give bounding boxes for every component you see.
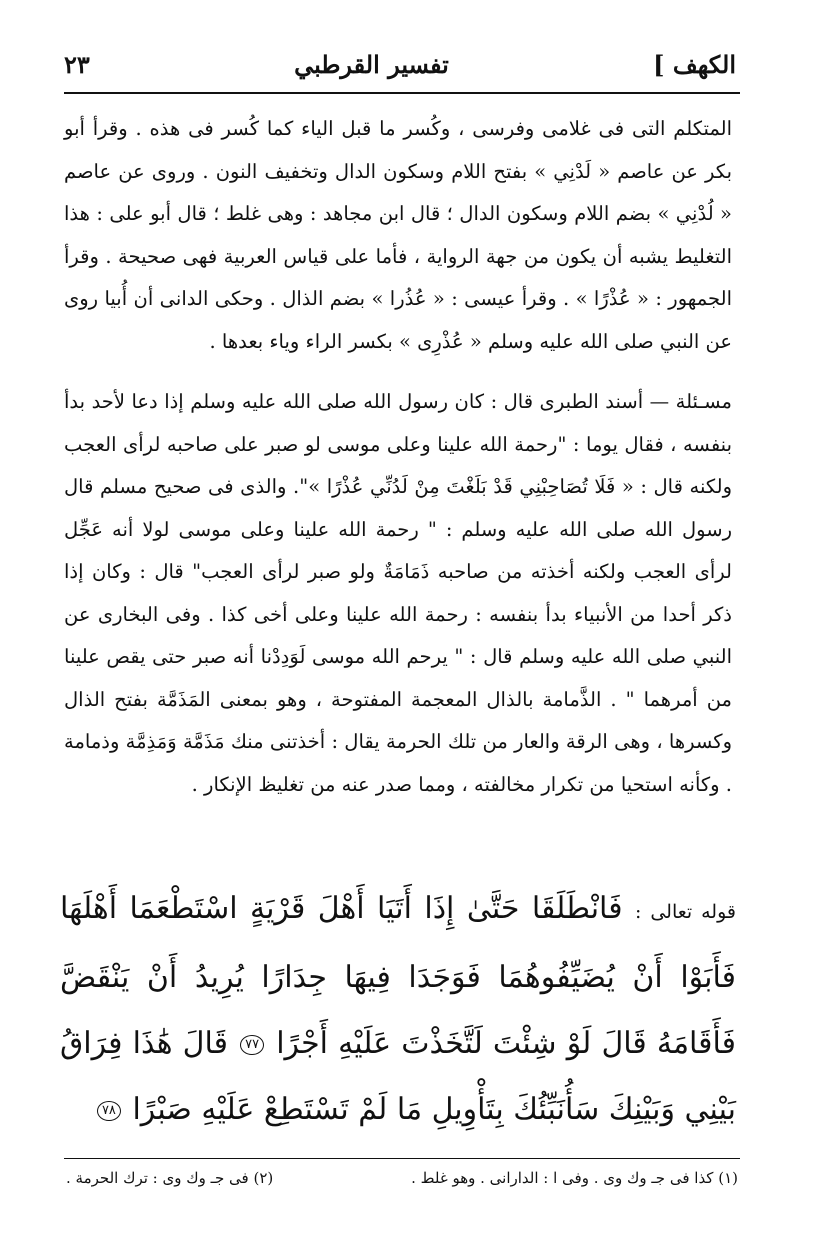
ayah-number-77: ٧٧ <box>240 1035 264 1055</box>
surah-label: الكهف ] <box>653 49 736 79</box>
footnote-rule <box>64 1158 740 1159</box>
footnote-2: (٢) فى جـ وك وى : ترك الحرمة . <box>66 1169 274 1187</box>
footnotes <box>66 1166 738 1190</box>
verse-text-78: قَالَ هَٰذَا فِرَاقُ بَيْنِي وَبَيْنِكَ سَأُنَبِّئُكَ بِتَأْوِيلِ مَا لَمْ تَسْتَطِعْ عَلَيْهِ صَبْرًا <box>60 1026 736 1127</box>
footnote-1: (١) كذا فى جـ وك وى . وفى ا : الدارانى . وهو غلط . <box>411 1169 738 1187</box>
paragraph-1: المتكلم التى فى غلامى وفرسى ، وكُسر ما قبل الياء كما كُسر فى هذه . وقرأ أبو بكر عن عاصم « لَدْنِي » بفتح اللام وسكون الدال وتخفيف النون . وروى عن عاصم « لُدْنِي » بضم اللام وسكون الدال ؛ قال ابن مجاهد : وهى غلط ؛ قال أبو على : هذا التغليط يشبه أن يكون من جهة الرواية ، فأما على قياس العربية فهى صحيحة . وقرأ الجمهور : « عُذْرًا » . وقرأ عيسى : « عُذُرا » بضم الذال . وحكى الدانى أن أُبيا روى عن النبي صلى الله عليه وسلم « عُذْرِى » بكسر الراء وياء بعدها . <box>64 117 732 353</box>
paragraph-2: مسـئلة — أسند الطبرى قال : كان رسول الله صلى الله عليه وسلم إذا دعا لأحد بدأ بنفسه ، فقال يوما : "رحمة الله علينا وعلى موسى لو صبر على صاحبه لرأى العجب ولكنه قال : « فَلَا تُصَاحِبْنِي قَدْ بَلَغْتَ مِنْ لَدُنِّي عُذْرًا »". والذى فى صحيح مسلم قال رسول الله صلى الله عليه وسلم : " رحمة الله علينا وعلى موسى لولا أنه عَجِّل لرأى العجب ولكنه أخذته من صاحبه ذَمَامَةٌ ولو صبر لرأى العجب" قال : وكان إذا ذكر أحدا من الأنبياء بدأ بنفسه : رحمة الله علينا وعلى أخى كذا . وفى البخارى عن النبي صلى الله عليه وسلم قال : " يرحم الله موسى لَوَدِدْنا أنه صبر حتى يقص علينا من أمرهما " . الذَّمامة بالذال المعجمة المفتوحة ، وهو بمعنى المَذَمَّة بفتح الذال وكسرها ، وهى الرقة والعار من تلك الحرمة يقال : أخذتنى منك مَذَمَّة وَمَذِمَّة وذمامة . وكأنه استحيا من تكرار مخالفته ، ومما صدر عنه من تغليظ الإنكار . <box>64 390 732 796</box>
verse-intro: قوله تعالى : <box>634 901 736 923</box>
header-rule <box>64 92 740 94</box>
page-number: ٢٣ <box>64 49 90 79</box>
quran-verse <box>60 876 736 1143</box>
running-header <box>64 44 736 84</box>
book-title: تفسير القرطبي <box>294 49 449 79</box>
ayah-number-78: ٧٨ <box>97 1101 121 1121</box>
commentary-text <box>64 108 732 806</box>
verse-text-77: فَانْطَلَقَا حَتَّىٰ إِذَا أَتَيَا أَهْلَ قَرْيَةٍ اسْتَطْعَمَا أَهْلَهَا فَأَبَوْا أَنْ يُضَيِّفُوهُمَا فَوَجَدَا فِيهَا جِدَارًا يُرِيدُ أَنْ يَنْقَضَّ فَأَقَامَهُ قَالَ لَوْ شِئْتَ لَتَّخَذْتَ عَلَيْهِ أَجْرًا <box>60 891 736 1061</box>
